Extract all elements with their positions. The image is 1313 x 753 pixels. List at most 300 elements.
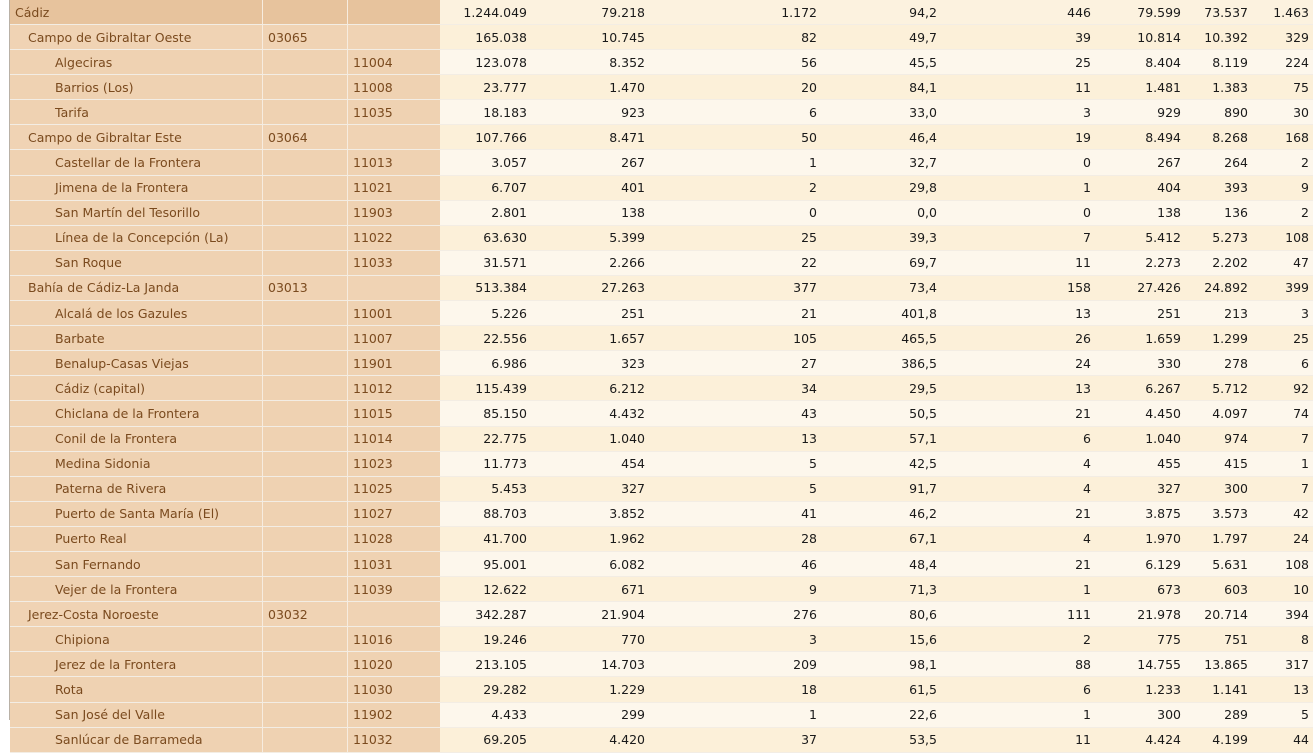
table-row-muni[interactable]: [10, 501, 1313, 526]
district-code-cell: [263, 50, 348, 75]
value-cell-5: 13: [941, 301, 1095, 326]
value-cell-3: 105: [649, 326, 821, 351]
district-code-cell: [263, 200, 348, 225]
value-cell-8: 13: [1252, 677, 1313, 702]
value-cell-2: 79.218: [531, 0, 649, 25]
area-name-cell: Paterna de Rivera: [10, 476, 263, 501]
value-cell-3: 209: [649, 652, 821, 677]
value-cell-4: 32,7: [821, 150, 941, 175]
value-cell-7: 1.797: [1185, 526, 1252, 551]
value-cell-8: 2: [1252, 200, 1313, 225]
value-cell-4: 67,1: [821, 526, 941, 551]
value-cell-8: 8: [1252, 627, 1313, 652]
municipality-code-cell: 11039: [348, 577, 441, 602]
value-cell-4: 22,6: [821, 702, 941, 727]
value-cell-8: 3: [1252, 301, 1313, 326]
value-cell-8: 7: [1252, 426, 1313, 451]
value-cell-7: 8.119: [1185, 50, 1252, 75]
value-cell-8: 24: [1252, 526, 1313, 551]
district-code-cell: 03065: [263, 25, 348, 50]
value-cell-1: 31.571: [440, 250, 531, 275]
municipality-code-cell: 11035: [348, 100, 441, 125]
value-cell-5: 11: [941, 75, 1095, 100]
value-cell-1: 4.433: [440, 702, 531, 727]
table-row-region[interactable]: [10, 0, 1313, 25]
table-row-muni[interactable]: [10, 577, 1313, 602]
municipality-code-cell: 11901: [348, 351, 441, 376]
value-cell-4: 46,4: [821, 125, 941, 150]
value-cell-2: 251: [531, 301, 649, 326]
value-cell-8: 168: [1252, 125, 1313, 150]
value-cell-2: 14.703: [531, 652, 649, 677]
value-cell-1: 63.630: [440, 225, 531, 250]
value-cell-3: 37: [649, 727, 821, 752]
area-name-cell: Puerto de Santa María (El): [10, 501, 263, 526]
value-cell-8: 10: [1252, 577, 1313, 602]
municipality-code-cell: 11001: [348, 301, 441, 326]
table-row-muni[interactable]: [10, 426, 1313, 451]
municipality-code-cell: 11015: [348, 401, 441, 426]
value-cell-8: 25: [1252, 326, 1313, 351]
value-cell-2: 4.420: [531, 727, 649, 752]
value-cell-7: 20.714: [1185, 602, 1252, 627]
value-cell-7: 8.268: [1185, 125, 1252, 150]
municipality-code-cell: 11020: [348, 652, 441, 677]
value-cell-4: 53,5: [821, 727, 941, 752]
value-cell-1: 11.773: [440, 451, 531, 476]
district-code-cell: 03013: [263, 275, 348, 300]
value-cell-5: 446: [941, 0, 1095, 25]
value-cell-3: 50: [649, 125, 821, 150]
district-code-cell: [263, 250, 348, 275]
value-cell-5: 11: [941, 250, 1095, 275]
value-cell-6: 1.659: [1095, 326, 1185, 351]
value-cell-3: 56: [649, 50, 821, 75]
value-cell-3: 82: [649, 25, 821, 50]
value-cell-5: 1: [941, 175, 1095, 200]
table-row-muni[interactable]: [10, 702, 1313, 727]
value-cell-5: 0: [941, 150, 1095, 175]
table-row-muni[interactable]: [10, 50, 1313, 75]
value-cell-5: 0: [941, 200, 1095, 225]
value-cell-7: 1.299: [1185, 326, 1252, 351]
value-cell-1: 85.150: [440, 401, 531, 426]
area-name-cell: Chipiona: [10, 627, 263, 652]
value-cell-1: 3.057: [440, 150, 531, 175]
municipality-code-cell: 11013: [348, 150, 441, 175]
value-cell-6: 10.814: [1095, 25, 1185, 50]
municipality-code-cell: 11004: [348, 50, 441, 75]
value-cell-3: 20: [649, 75, 821, 100]
value-cell-8: 394: [1252, 602, 1313, 627]
value-cell-3: 6: [649, 100, 821, 125]
table-row-muni[interactable]: [10, 150, 1313, 175]
value-cell-6: 1.481: [1095, 75, 1185, 100]
area-name-cell: Barbate: [10, 326, 263, 351]
district-code-cell: [263, 702, 348, 727]
value-cell-8: 108: [1252, 551, 1313, 576]
value-cell-5: 4: [941, 526, 1095, 551]
value-cell-8: 47: [1252, 250, 1313, 275]
value-cell-2: 21.904: [531, 602, 649, 627]
municipality-code-cell: 11027: [348, 501, 441, 526]
value-cell-1: 95.001: [440, 551, 531, 576]
value-cell-2: 923: [531, 100, 649, 125]
table-row-sub[interactable]: [10, 25, 1313, 50]
table-row-muni[interactable]: [10, 401, 1313, 426]
value-cell-1: 12.622: [440, 577, 531, 602]
value-cell-5: 158: [941, 275, 1095, 300]
value-cell-8: 2: [1252, 150, 1313, 175]
district-code-cell: [263, 526, 348, 551]
value-cell-4: 45,5: [821, 50, 941, 75]
value-cell-3: 1: [649, 150, 821, 175]
municipality-code-cell: 11028: [348, 526, 441, 551]
area-name-cell: Campo de Gibraltar Oeste: [10, 25, 263, 50]
value-cell-8: 329: [1252, 25, 1313, 50]
municipality-code-cell: 11022: [348, 225, 441, 250]
value-cell-6: 673: [1095, 577, 1185, 602]
value-cell-1: 41.700: [440, 526, 531, 551]
value-cell-6: 775: [1095, 627, 1185, 652]
value-cell-2: 10.745: [531, 25, 649, 50]
municipality-code-cell: 11025: [348, 476, 441, 501]
area-name-cell: San José del Valle: [10, 702, 263, 727]
value-cell-3: 1: [649, 702, 821, 727]
table-row-sub[interactable]: [10, 275, 1313, 300]
area-name-cell: Chiclana de la Frontera: [10, 401, 263, 426]
value-cell-5: 3: [941, 100, 1095, 125]
value-cell-3: 0: [649, 200, 821, 225]
value-cell-3: 5: [649, 476, 821, 501]
district-code-cell: [263, 0, 348, 25]
value-cell-6: 3.875: [1095, 501, 1185, 526]
value-cell-7: 603: [1185, 577, 1252, 602]
table-row-muni[interactable]: [10, 326, 1313, 351]
value-cell-7: 264: [1185, 150, 1252, 175]
value-cell-5: 7: [941, 225, 1095, 250]
table-row-muni[interactable]: [10, 301, 1313, 326]
area-name-cell: Algeciras: [10, 50, 263, 75]
value-cell-7: 4.199: [1185, 727, 1252, 752]
value-cell-4: 69,7: [821, 250, 941, 275]
value-cell-6: 267: [1095, 150, 1185, 175]
value-cell-1: 513.384: [440, 275, 531, 300]
table-row-muni[interactable]: [10, 652, 1313, 677]
table-row-muni[interactable]: [10, 677, 1313, 702]
value-cell-2: 1.229: [531, 677, 649, 702]
value-cell-4: 29,5: [821, 376, 941, 401]
value-cell-6: 14.755: [1095, 652, 1185, 677]
value-cell-5: 6: [941, 426, 1095, 451]
value-cell-2: 1.040: [531, 426, 649, 451]
value-cell-6: 5.412: [1095, 225, 1185, 250]
table-row-muni[interactable]: [10, 551, 1313, 576]
value-cell-2: 1.470: [531, 75, 649, 100]
value-cell-2: 6.212: [531, 376, 649, 401]
value-cell-2: 770: [531, 627, 649, 652]
value-cell-2: 454: [531, 451, 649, 476]
value-cell-2: 138: [531, 200, 649, 225]
value-cell-2: 3.852: [531, 501, 649, 526]
value-cell-8: 399: [1252, 275, 1313, 300]
table-row-muni[interactable]: [10, 376, 1313, 401]
municipality-code-cell: 11902: [348, 702, 441, 727]
area-name-cell: Vejer de la Frontera: [10, 577, 263, 602]
municipality-code-cell: [348, 25, 441, 50]
area-name-cell: Jimena de la Frontera: [10, 175, 263, 200]
value-cell-1: 19.246: [440, 627, 531, 652]
value-cell-5: 21: [941, 551, 1095, 576]
municipality-code-cell: 11016: [348, 627, 441, 652]
area-name-cell: San Roque: [10, 250, 263, 275]
area-name-cell: Alcalá de los Gazules: [10, 301, 263, 326]
municipality-code-cell: [348, 0, 441, 25]
value-cell-7: 1.141: [1185, 677, 1252, 702]
value-cell-3: 46: [649, 551, 821, 576]
value-cell-6: 455: [1095, 451, 1185, 476]
table-row-muni[interactable]: [10, 727, 1313, 752]
value-cell-6: 6.267: [1095, 376, 1185, 401]
table-body: [10, 0, 1313, 752]
municipality-code-cell: 11031: [348, 551, 441, 576]
value-cell-6: 1.040: [1095, 426, 1185, 451]
value-cell-5: 1: [941, 702, 1095, 727]
value-cell-3: 34: [649, 376, 821, 401]
value-cell-3: 5: [649, 451, 821, 476]
value-cell-7: 751: [1185, 627, 1252, 652]
value-cell-1: 29.282: [440, 677, 531, 702]
value-cell-1: 88.703: [440, 501, 531, 526]
area-name-cell: Cádiz: [10, 0, 263, 25]
value-cell-5: 11: [941, 727, 1095, 752]
value-cell-1: 213.105: [440, 652, 531, 677]
table-row-muni[interactable]: [10, 75, 1313, 100]
district-code-cell: [263, 401, 348, 426]
value-cell-3: 21: [649, 301, 821, 326]
area-name-cell: Medina Sidonia: [10, 451, 263, 476]
table-row-sub[interactable]: [10, 125, 1313, 150]
value-cell-5: 111: [941, 602, 1095, 627]
value-cell-4: 91,7: [821, 476, 941, 501]
value-cell-4: 61,5: [821, 677, 941, 702]
municipality-code-cell: 11021: [348, 175, 441, 200]
value-cell-8: 7: [1252, 476, 1313, 501]
table-row-muni[interactable]: [10, 250, 1313, 275]
value-cell-6: 404: [1095, 175, 1185, 200]
value-cell-1: 123.078: [440, 50, 531, 75]
area-name-cell: Rota: [10, 677, 263, 702]
table-row-muni[interactable]: [10, 526, 1313, 551]
district-code-cell: [263, 451, 348, 476]
value-cell-2: 267: [531, 150, 649, 175]
value-cell-5: 13: [941, 376, 1095, 401]
municipality-code-cell: 11903: [348, 200, 441, 225]
value-cell-6: 4.424: [1095, 727, 1185, 752]
value-cell-2: 299: [531, 702, 649, 727]
value-cell-1: 1.244.049: [440, 0, 531, 25]
value-cell-4: 33,0: [821, 100, 941, 125]
value-cell-5: 88: [941, 652, 1095, 677]
value-cell-7: 415: [1185, 451, 1252, 476]
area-name-cell: Tarifa: [10, 100, 263, 125]
value-cell-1: 23.777: [440, 75, 531, 100]
value-cell-4: 98,1: [821, 652, 941, 677]
value-cell-8: 6: [1252, 351, 1313, 376]
area-name-cell: Benalup-Casas Viejas: [10, 351, 263, 376]
district-code-cell: 03064: [263, 125, 348, 150]
value-cell-7: 5.712: [1185, 376, 1252, 401]
district-code-cell: [263, 677, 348, 702]
value-cell-7: 136: [1185, 200, 1252, 225]
value-cell-4: 49,7: [821, 25, 941, 50]
value-cell-4: 73,4: [821, 275, 941, 300]
value-cell-4: 50,5: [821, 401, 941, 426]
value-cell-8: 42: [1252, 501, 1313, 526]
value-cell-7: 1.383: [1185, 75, 1252, 100]
value-cell-6: 6.129: [1095, 551, 1185, 576]
table-row-sub[interactable]: [10, 602, 1313, 627]
value-cell-5: 26: [941, 326, 1095, 351]
value-cell-3: 276: [649, 602, 821, 627]
value-cell-5: 4: [941, 476, 1095, 501]
value-cell-6: 79.599: [1095, 0, 1185, 25]
table-row-muni[interactable]: [10, 476, 1313, 501]
value-cell-2: 323: [531, 351, 649, 376]
municipality-code-cell: 11014: [348, 426, 441, 451]
value-cell-1: 69.205: [440, 727, 531, 752]
area-name-cell: San Martín del Tesorillo: [10, 200, 263, 225]
municipality-code-cell: [348, 602, 441, 627]
table-row-muni[interactable]: [10, 200, 1313, 225]
value-cell-7: 2.202: [1185, 250, 1252, 275]
value-cell-1: 22.775: [440, 426, 531, 451]
value-cell-4: 15,6: [821, 627, 941, 652]
value-cell-7: 5.273: [1185, 225, 1252, 250]
value-cell-1: 2.801: [440, 200, 531, 225]
area-name-cell: Castellar de la Frontera: [10, 150, 263, 175]
value-cell-8: 224: [1252, 50, 1313, 75]
value-cell-1: 115.439: [440, 376, 531, 401]
data-table-container: [9, 0, 1309, 748]
table-row-muni[interactable]: [10, 225, 1313, 250]
value-cell-1: 6.707: [440, 175, 531, 200]
value-cell-7: 4.097: [1185, 401, 1252, 426]
area-name-cell: Barrios (Los): [10, 75, 263, 100]
value-cell-6: 929: [1095, 100, 1185, 125]
value-cell-3: 377: [649, 275, 821, 300]
value-cell-3: 18: [649, 677, 821, 702]
value-cell-6: 2.273: [1095, 250, 1185, 275]
value-cell-2: 5.399: [531, 225, 649, 250]
value-cell-8: 74: [1252, 401, 1313, 426]
area-name-cell: Bahía de Cádiz-La Janda: [10, 275, 263, 300]
value-cell-3: 3: [649, 627, 821, 652]
value-cell-6: 21.978: [1095, 602, 1185, 627]
value-cell-3: 2: [649, 175, 821, 200]
value-cell-5: 39: [941, 25, 1095, 50]
municipality-code-cell: [348, 125, 441, 150]
area-name-cell: Cádiz (capital): [10, 376, 263, 401]
value-cell-6: 330: [1095, 351, 1185, 376]
municipality-code-cell: 11012: [348, 376, 441, 401]
value-cell-6: 4.450: [1095, 401, 1185, 426]
municipality-code-cell: 11023: [348, 451, 441, 476]
value-cell-8: 1.463: [1252, 0, 1313, 25]
value-cell-4: 84,1: [821, 75, 941, 100]
value-cell-2: 327: [531, 476, 649, 501]
value-cell-1: 5.226: [440, 301, 531, 326]
value-cell-5: 6: [941, 677, 1095, 702]
value-cell-1: 107.766: [440, 125, 531, 150]
value-cell-7: 890: [1185, 100, 1252, 125]
value-cell-2: 401: [531, 175, 649, 200]
district-code-cell: [263, 326, 348, 351]
value-cell-7: 393: [1185, 175, 1252, 200]
value-cell-4: 46,2: [821, 501, 941, 526]
value-cell-3: 28: [649, 526, 821, 551]
value-cell-7: 289: [1185, 702, 1252, 727]
municipality-code-cell: 11033: [348, 250, 441, 275]
value-cell-6: 1.233: [1095, 677, 1185, 702]
area-name-cell: Jerez-Costa Noroeste: [10, 602, 263, 627]
value-cell-3: 1.172: [649, 0, 821, 25]
value-cell-5: 2: [941, 627, 1095, 652]
value-cell-8: 108: [1252, 225, 1313, 250]
value-cell-6: 327: [1095, 476, 1185, 501]
value-cell-1: 22.556: [440, 326, 531, 351]
value-cell-5: 24: [941, 351, 1095, 376]
value-cell-6: 8.404: [1095, 50, 1185, 75]
table-row-muni[interactable]: [10, 351, 1313, 376]
value-cell-8: 44: [1252, 727, 1313, 752]
covid-data-table: [10, 0, 1313, 753]
value-cell-5: 19: [941, 125, 1095, 150]
value-cell-3: 41: [649, 501, 821, 526]
district-code-cell: [263, 150, 348, 175]
value-cell-7: 213: [1185, 301, 1252, 326]
table-row-muni[interactable]: [10, 627, 1313, 652]
value-cell-2: 27.263: [531, 275, 649, 300]
value-cell-7: 300: [1185, 476, 1252, 501]
value-cell-3: 22: [649, 250, 821, 275]
district-code-cell: [263, 551, 348, 576]
value-cell-4: 401,8: [821, 301, 941, 326]
value-cell-3: 27: [649, 351, 821, 376]
district-code-cell: [263, 627, 348, 652]
table-row-muni[interactable]: [10, 175, 1313, 200]
area-name-cell: Línea de la Concepción (La): [10, 225, 263, 250]
value-cell-4: 42,5: [821, 451, 941, 476]
municipality-code-cell: 11008: [348, 75, 441, 100]
area-name-cell: Campo de Gibraltar Este: [10, 125, 263, 150]
value-cell-4: 386,5: [821, 351, 941, 376]
value-cell-7: 73.537: [1185, 0, 1252, 25]
value-cell-2: 1.657: [531, 326, 649, 351]
value-cell-3: 43: [649, 401, 821, 426]
area-name-cell: San Fernando: [10, 551, 263, 576]
district-code-cell: [263, 652, 348, 677]
value-cell-8: 1: [1252, 451, 1313, 476]
value-cell-4: 39,3: [821, 225, 941, 250]
value-cell-7: 24.892: [1185, 275, 1252, 300]
table-row-muni[interactable]: [10, 100, 1313, 125]
table-row-muni[interactable]: [10, 451, 1313, 476]
value-cell-4: 57,1: [821, 426, 941, 451]
municipality-code-cell: 11007: [348, 326, 441, 351]
district-code-cell: [263, 175, 348, 200]
value-cell-7: 3.573: [1185, 501, 1252, 526]
